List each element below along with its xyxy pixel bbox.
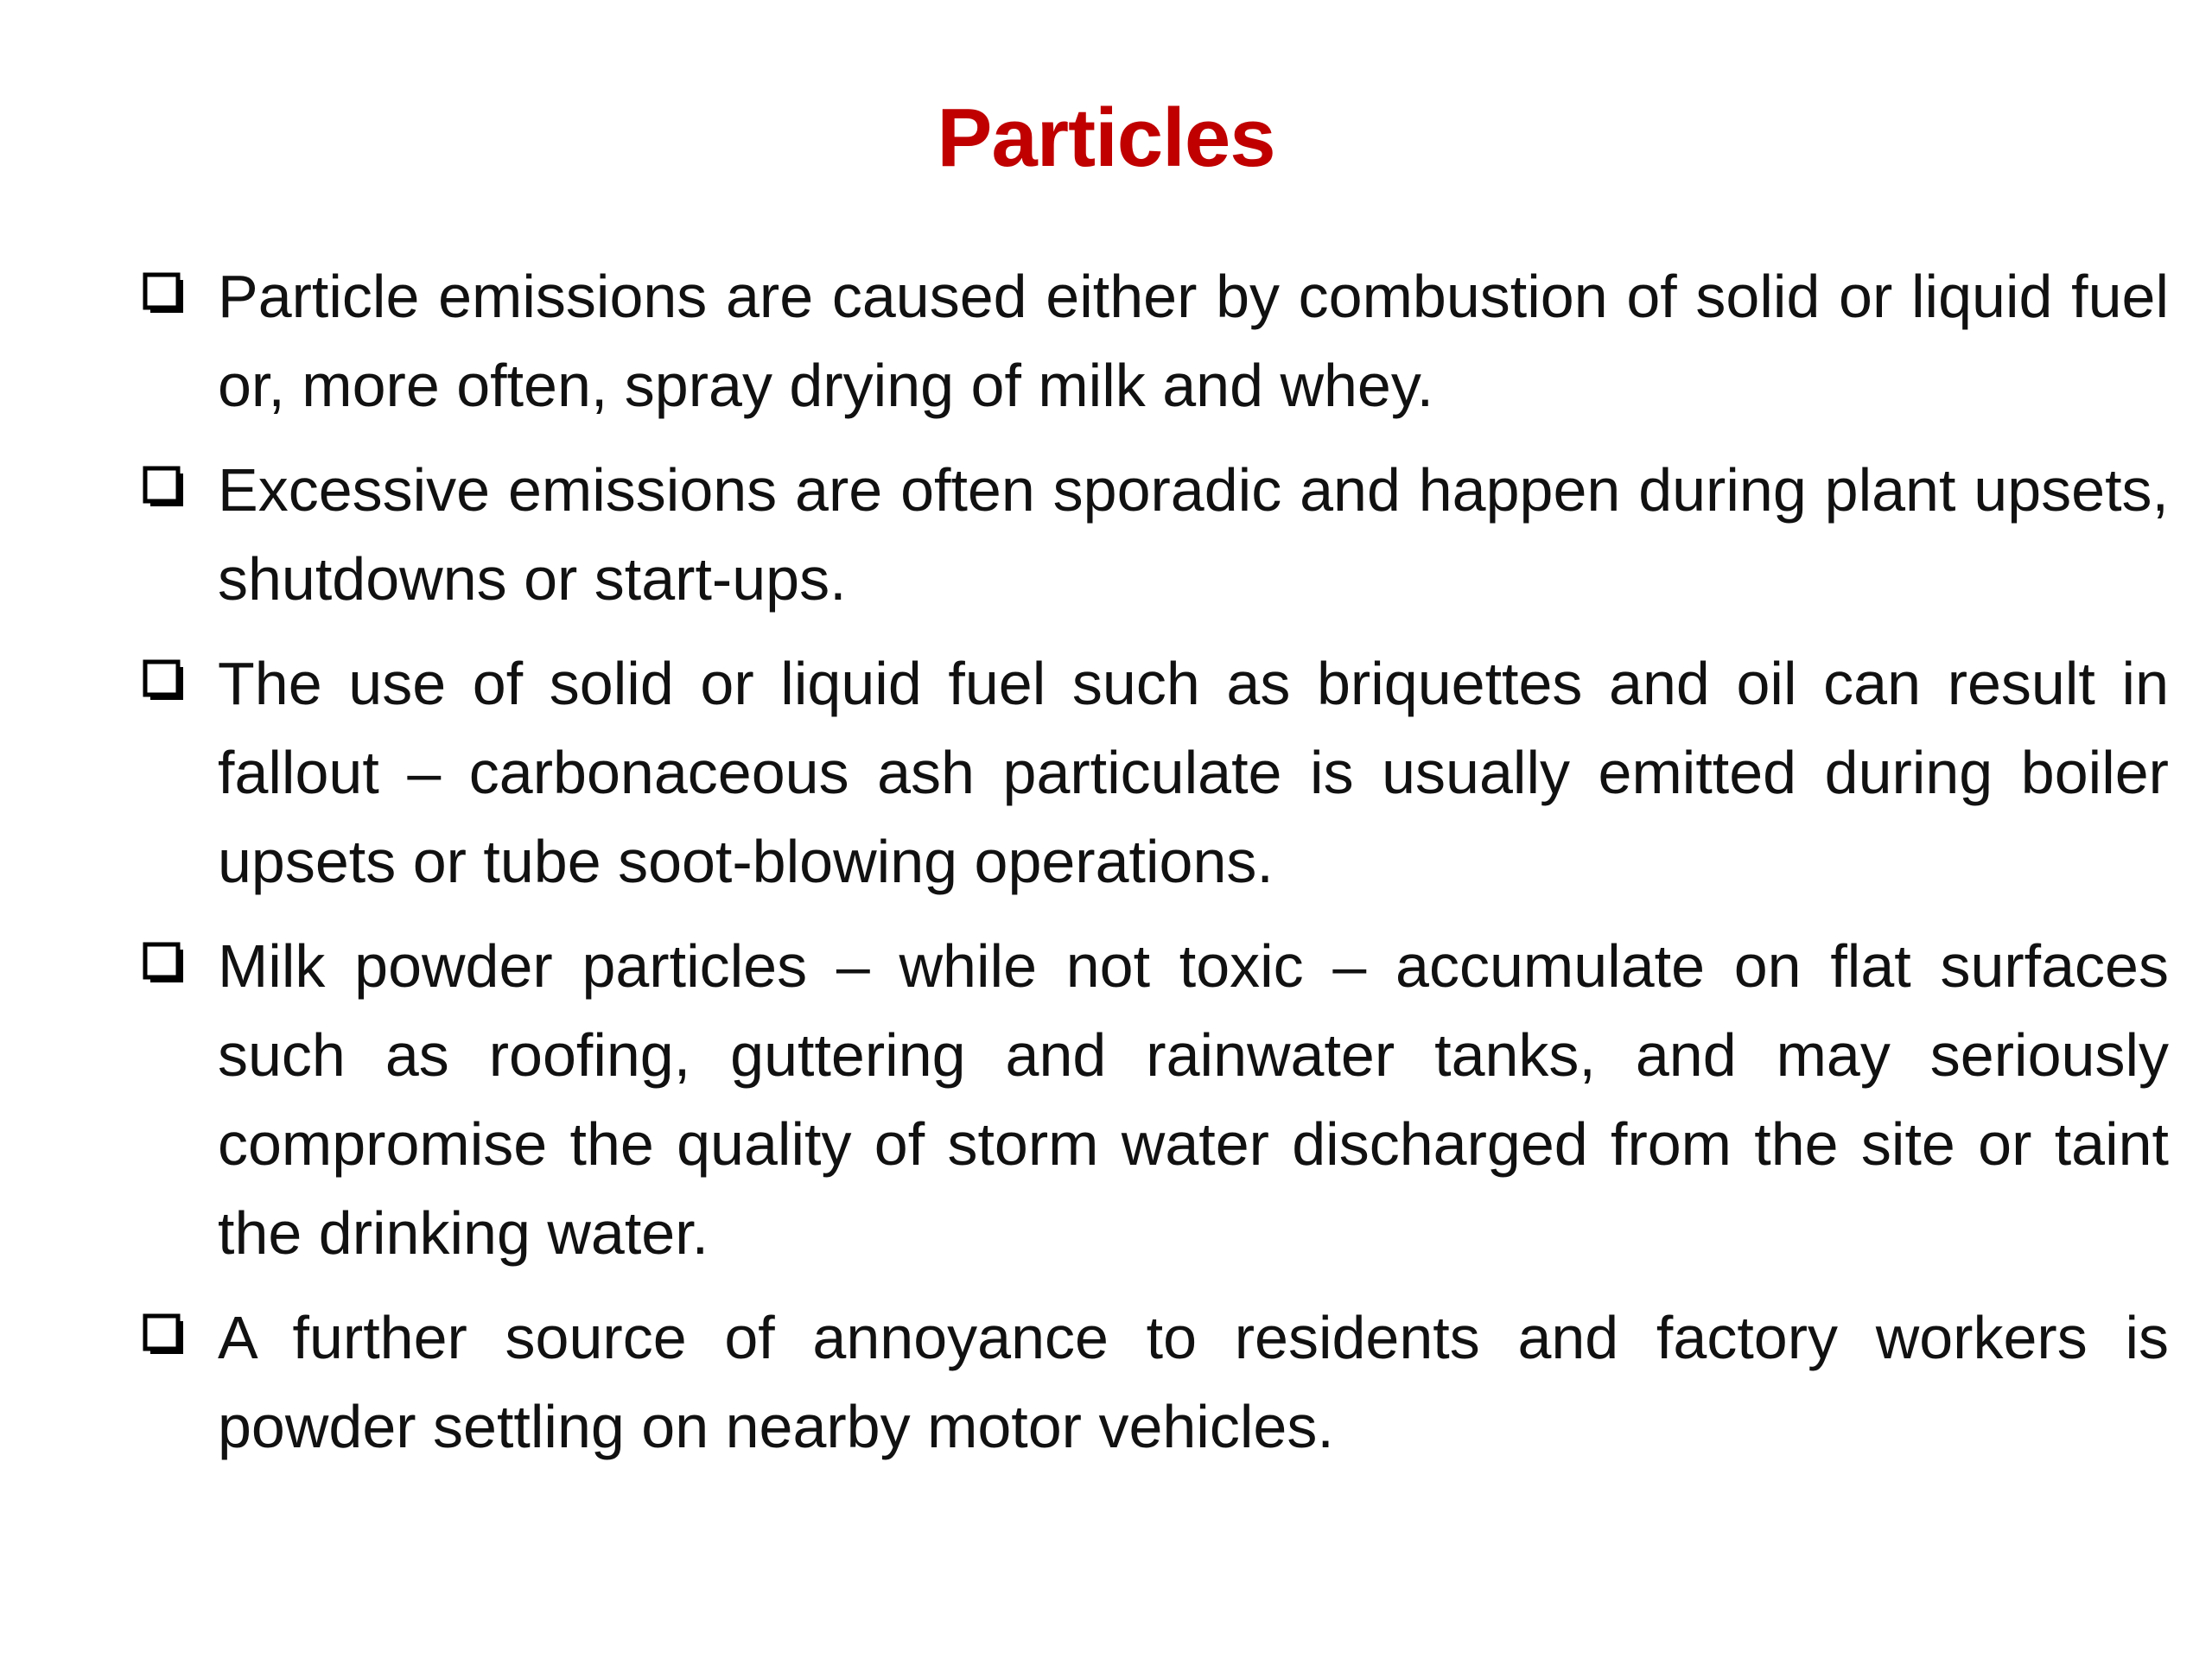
bullet-item xyxy=(138,922,2169,1278)
bullet-text: Particle emissions are caused either by combustion of solid or liquid fuel or, more often, spray drying of milk and whey. xyxy=(218,263,2169,419)
bullet-item xyxy=(138,446,2169,624)
bullet-list xyxy=(138,252,2169,1487)
bullet-text: Milk powder particles – while not toxic – accumulate on flat surfaces such as roofing, guttering and rainwater tanks, and may seriously compromise the quality of storm water discharged from the site or taint the drinking water. xyxy=(218,932,2169,1267)
hollow-square-checkbox-icon xyxy=(142,271,185,315)
hollow-square-checkbox-icon xyxy=(142,465,185,508)
bullet-item xyxy=(138,639,2169,906)
bullet-text: A further source of annoyance to residents and factory workers is powder settling on nearby motor vehicles. xyxy=(218,1304,2169,1460)
bullet-text: The use of solid or liquid fuel such as briquettes and oil can result in fallout – carbonaceous ash particulate is usually emitted during boiler upsets or tube soot-blowing operations. xyxy=(218,650,2169,895)
bullet-item xyxy=(138,1294,2169,1471)
hollow-square-checkbox-icon xyxy=(142,941,185,984)
hollow-square-checkbox-icon xyxy=(142,658,185,702)
hollow-square-checkbox-icon xyxy=(142,1313,185,1356)
bullet-item xyxy=(138,252,2169,430)
slide-title: Particles xyxy=(937,92,1275,184)
bullet-text: Excessive emissions are often sporadic and happen during plant upsets, shutdowns or start-ups. xyxy=(218,456,2169,613)
